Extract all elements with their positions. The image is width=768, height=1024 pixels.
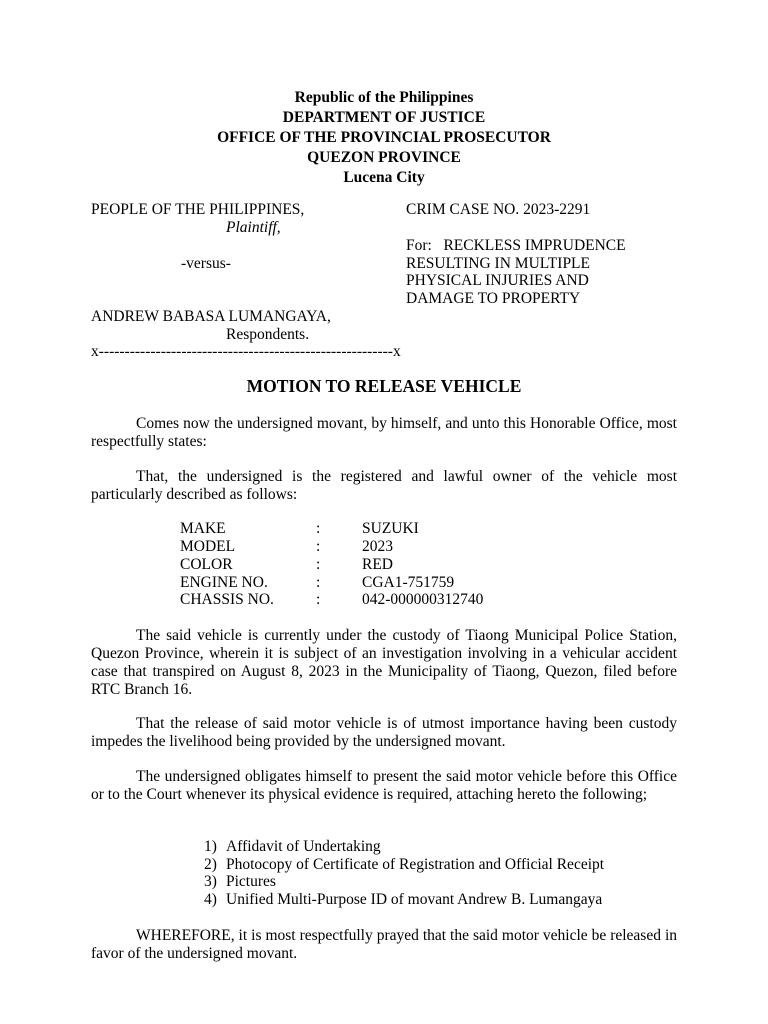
spec-colon: : — [316, 591, 321, 608]
spec-value: 2023 — [362, 538, 393, 555]
list-item-text: Photocopy of Certificate of Registration and Official Receipt — [226, 856, 605, 873]
paragraph-importance-text: That the release of said motor vehicle is of utmost importance having been custody impedes the livelihood being provided by the undersigned movant. — [91, 715, 677, 750]
case-charge-line-2: RESULTING IN MULTIPLE — [406, 255, 590, 272]
spec-value: RED — [362, 556, 393, 573]
list-item — [204, 838, 381, 856]
spec-colon: : — [316, 556, 321, 573]
case-number: CRIM CASE NO. 2023-2291 — [406, 201, 591, 218]
list-item-number: 4) — [204, 891, 217, 908]
spec-label: ENGINE NO. — [180, 574, 268, 591]
paragraph-prayer-text: WHEREFORE, it is most respectfully prayed that the said motor vehicle be released in favor of the undersigned movant. — [91, 927, 677, 962]
paragraph-intro-text: Comes now the undersigned movant, by himself, and unto this Honorable Office, most respectfully states: — [91, 415, 677, 450]
caption-separator: x---------------------------------------------------------x — [91, 343, 401, 360]
spec-colon: : — [316, 574, 321, 591]
paragraph-custody-text: The said vehicle is currently under the custody of Tiaong Municipal Police Station, Quezon Province, wherein it is subject of an investigation involving in a vehicular accident case that transpired on August 8, 2023 in the Municipality of Tiaong, Quezon, filed before RTC Branch 16. — [91, 627, 677, 698]
paragraph-prayer — [91, 927, 677, 963]
list-item-text: Unified Multi-Purpose ID of movant Andrew B. Lumangaya — [226, 891, 603, 908]
paragraph-undertaking — [91, 768, 677, 804]
header-city: Lucena City — [343, 169, 425, 186]
case-charge-line-1: For: RECKLESS IMPRUDENCE — [406, 237, 626, 254]
spec-colon: : — [316, 520, 321, 537]
list-item-text: Pictures — [226, 873, 276, 890]
case-charge-line-4: DAMAGE TO PROPERTY — [406, 290, 581, 307]
respondent-name: ANDREW BABASA LUMANGAYA, — [91, 308, 331, 325]
list-item-number: 2) — [204, 856, 217, 873]
spec-label: MAKE — [180, 520, 226, 537]
case-charge-line-3: PHYSICAL INJURIES AND — [406, 272, 589, 289]
list-item-number: 1) — [204, 838, 217, 855]
plaintiff-name: PEOPLE OF THE PHILIPPINES, — [91, 201, 305, 218]
plaintiff-role: Plaintiff, — [226, 219, 281, 236]
header-department: DEPARTMENT OF JUSTICE — [282, 109, 486, 126]
versus-label: -versus- — [181, 255, 231, 272]
header-office: OFFICE OF THE PROVINCIAL PROSECUTOR — [217, 129, 551, 146]
header-province: QUEZON PROVINCE — [307, 149, 461, 166]
paragraph-importance — [91, 715, 677, 751]
list-item-number: 3) — [204, 873, 217, 890]
list-item — [204, 873, 276, 891]
paragraph-custody — [91, 627, 677, 699]
spec-value: CGA1-751759 — [362, 574, 455, 591]
paragraph-ownership — [91, 468, 677, 504]
paragraph-ownership-text: That, the undersigned is the registered and lawful owner of the vehicle most particularly described as follows: — [91, 468, 677, 503]
spec-label: MODEL — [180, 538, 236, 555]
spec-label: CHASSIS NO. — [180, 591, 274, 608]
spec-value: SUZUKI — [362, 520, 419, 537]
list-item-text: Affidavit of Undertaking — [226, 838, 381, 855]
spec-colon: : — [316, 538, 321, 555]
paragraph-intro — [91, 415, 677, 451]
respondent-role: Respondents. — [226, 326, 310, 343]
spec-value: 042-000000312740 — [362, 591, 484, 608]
paragraph-undertaking-text: The undersigned obligates himself to present the said motor vehicle before this Office or to the Court whenever its physical evidence is required, attaching hereto the following; — [91, 768, 677, 803]
document-header — [0, 88, 768, 188]
header-republic: Republic of the Philippines — [294, 89, 474, 106]
spec-label: COLOR — [180, 556, 233, 573]
list-item — [204, 891, 602, 909]
list-item — [204, 856, 604, 874]
motion-title: MOTION TO RELEASE VEHICLE — [246, 376, 522, 396]
